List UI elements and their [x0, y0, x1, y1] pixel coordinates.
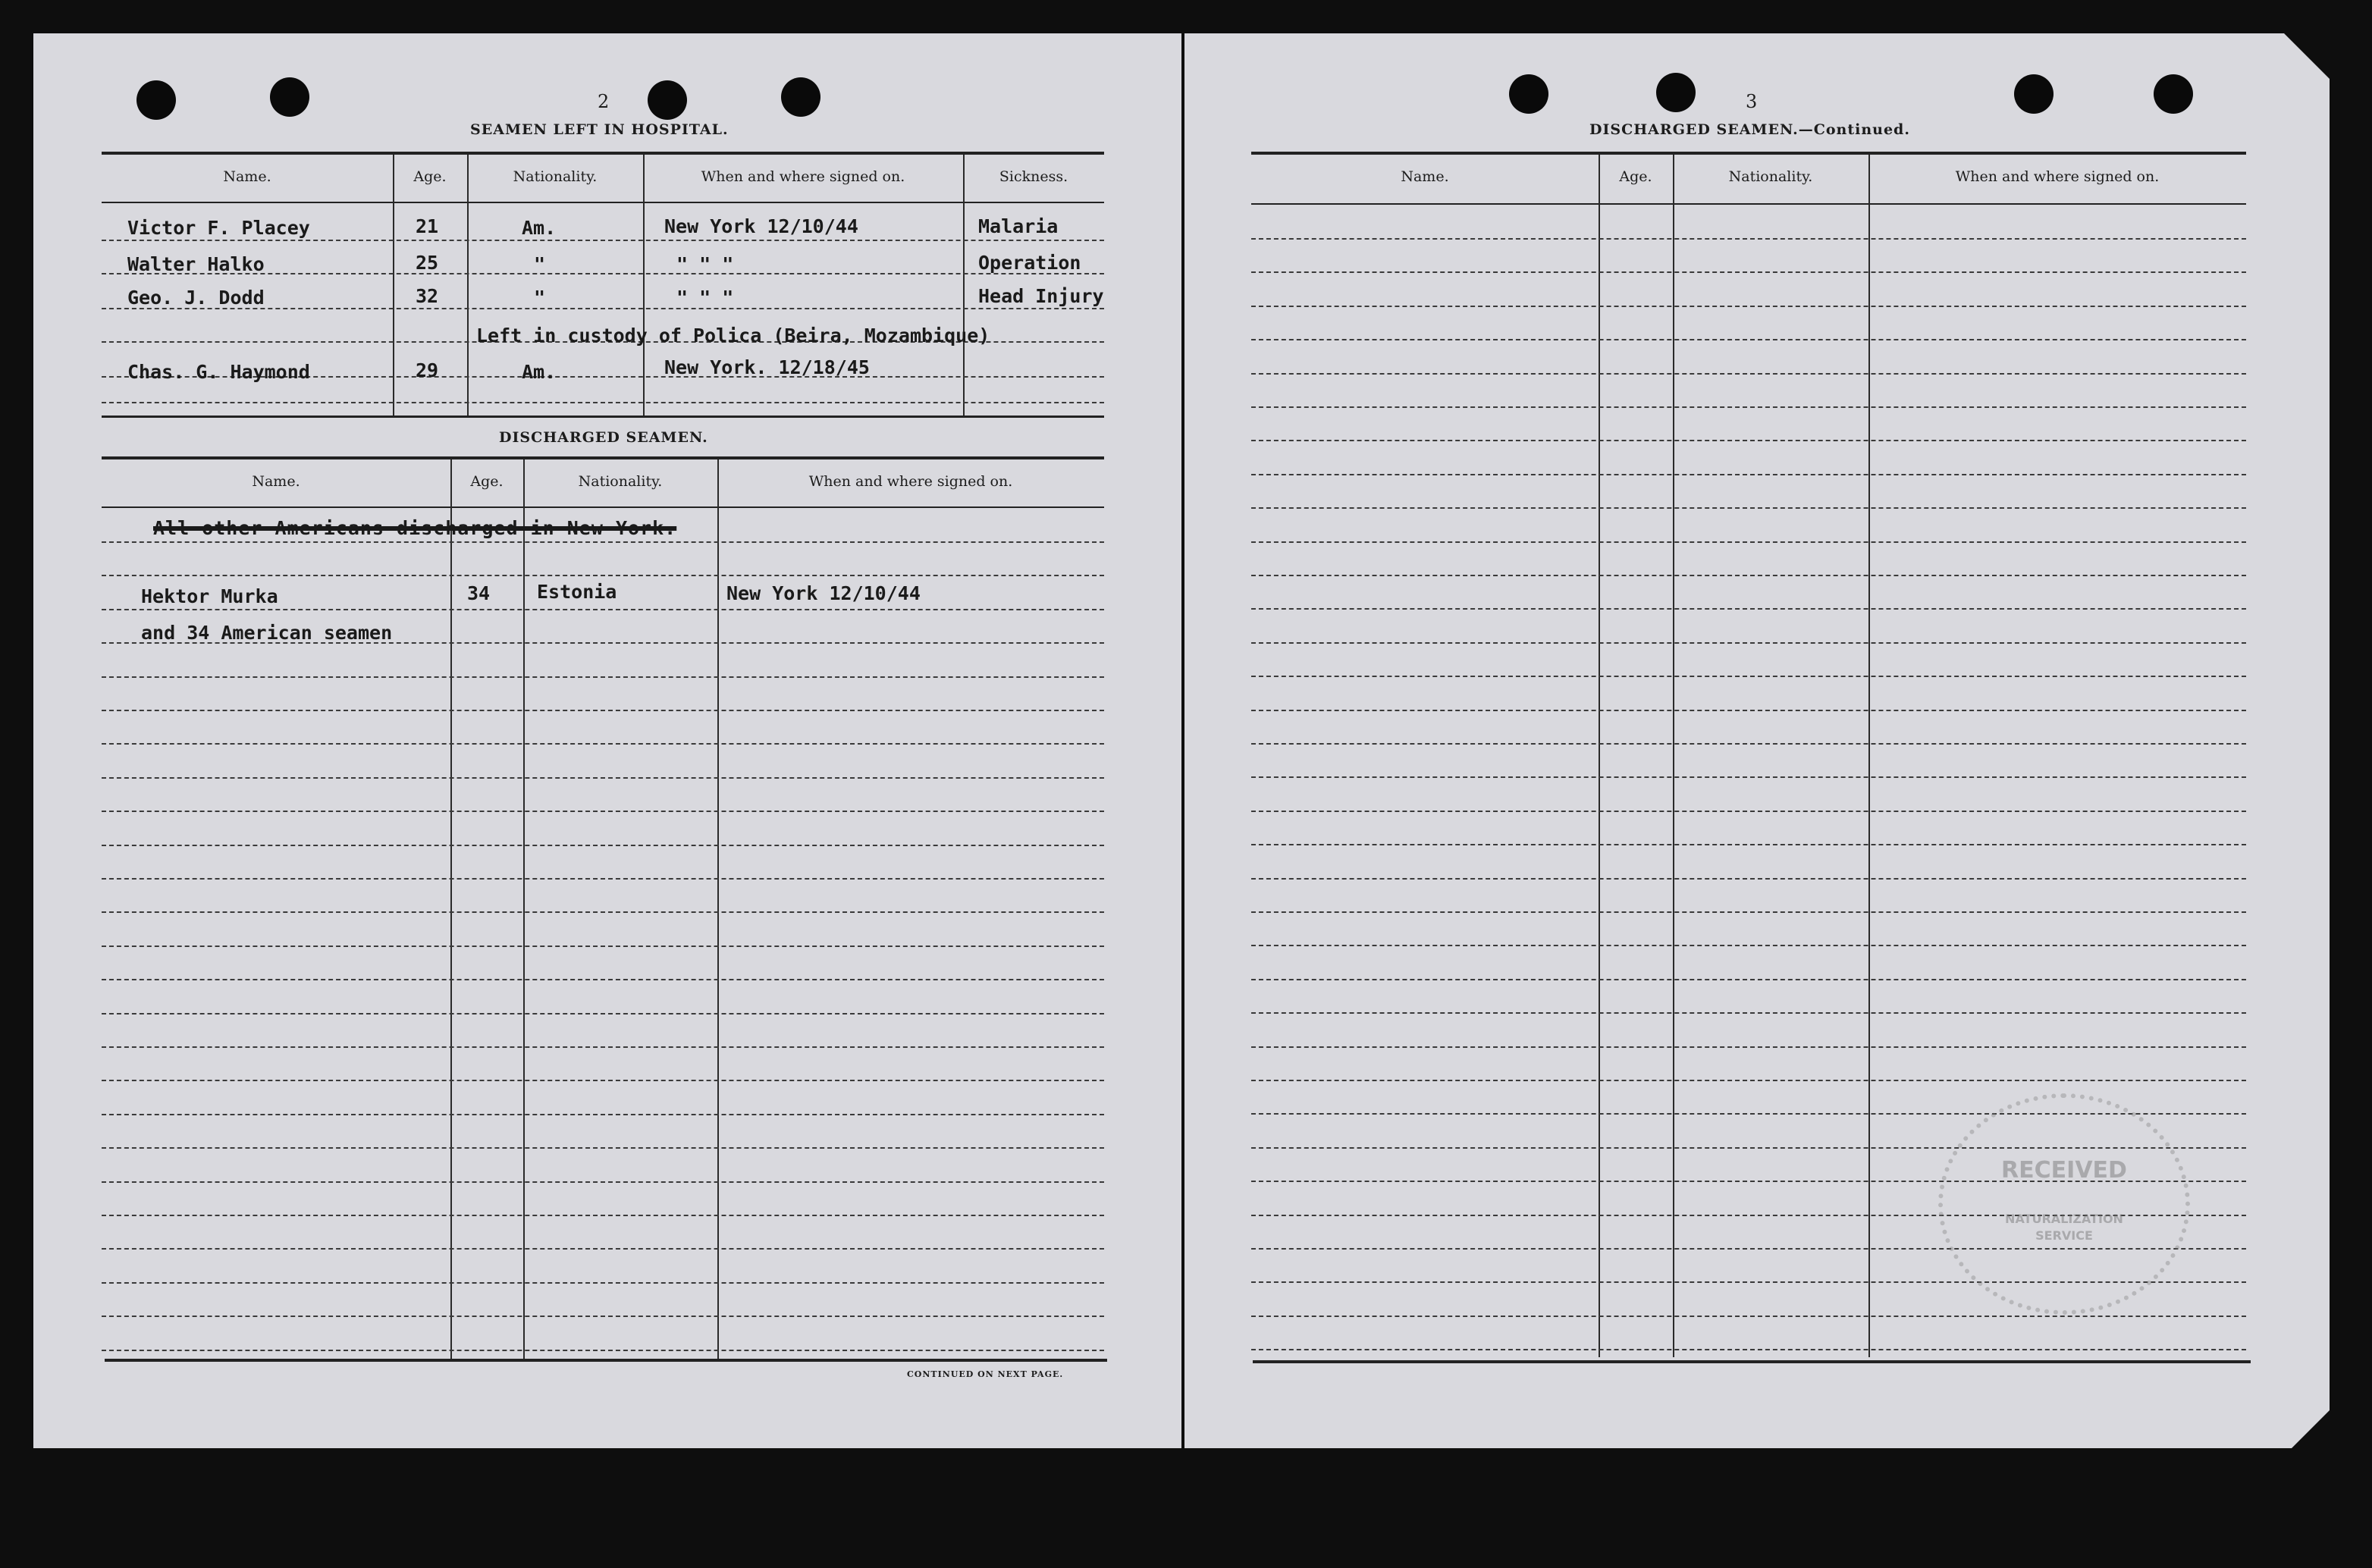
ruled-line — [1251, 575, 2246, 576]
ruled-line — [102, 1350, 1104, 1351]
table-top-rule — [102, 152, 1104, 155]
page-corner — [2284, 33, 2330, 79]
punch-hole — [2014, 74, 2054, 114]
seaman-nationality: Am. — [522, 217, 557, 239]
seaman-sickness: Malaria — [978, 215, 1059, 237]
seaman-signed-on: New York 12/10/44 — [664, 215, 858, 237]
page-number-right: 3 — [1746, 91, 1758, 112]
ruled-line — [1251, 1046, 2246, 1048]
ruled-line — [102, 676, 1104, 678]
punch-hole — [136, 80, 176, 120]
ruled-line — [1251, 642, 2246, 644]
ruled-line — [102, 845, 1104, 846]
ruled-line — [102, 710, 1104, 711]
col-header-nationality: Nationality. — [1728, 168, 1813, 185]
ruled-line — [1251, 1012, 2246, 1014]
ruled-line — [1251, 507, 2246, 509]
ruled-line — [1251, 1316, 2246, 1317]
ruled-line — [1251, 1080, 2246, 1081]
col-header-name: Name. — [1401, 168, 1449, 185]
seaman-sickness: Head Injury — [978, 285, 1104, 307]
ruled-line — [1251, 911, 2246, 913]
ruled-line — [1251, 271, 2246, 273]
ruled-line — [102, 1248, 1104, 1250]
seaman-age: 25 — [416, 252, 439, 274]
seaman-name: Walter Halko — [127, 253, 265, 275]
col-header-signed-on: When and where signed on. — [808, 473, 1013, 490]
ruled-line — [102, 1215, 1104, 1216]
custody-note: Left in custody of Polica (Beira, Mozambique) — [476, 325, 990, 347]
ruled-line — [102, 743, 1104, 745]
ruled-line — [102, 911, 1104, 913]
stamp-line: NATURALIZATION — [2005, 1212, 2123, 1226]
col-header-age: Age. — [1619, 168, 1652, 185]
table-header-rule — [102, 506, 1104, 508]
continued-note: CONTINUED ON NEXT PAGE. — [907, 1369, 1064, 1379]
column-divider — [1599, 155, 1600, 1357]
table-header-rule — [1251, 203, 2246, 205]
discharged-section-title: DISCHARGED SEAMEN. — [499, 429, 708, 446]
ruled-line — [1251, 811, 2246, 812]
ruled-line — [1251, 474, 2246, 475]
seaman-name: Victor F. Placey — [127, 217, 310, 239]
ruled-line — [1251, 339, 2246, 340]
ruled-line — [1251, 676, 2246, 677]
ruled-line — [1251, 710, 2246, 711]
table-bottom-rule — [1253, 1360, 2251, 1363]
ruled-line — [1251, 878, 2246, 880]
ruled-line — [102, 575, 1104, 576]
ruled-line — [1251, 406, 2246, 408]
col-header-age: Age. — [470, 473, 504, 490]
seaman-nationality: Estonia — [537, 581, 617, 603]
column-divider — [450, 459, 452, 1359]
seaman-name: Geo. J. Dodd — [127, 287, 265, 309]
seaman-nationality: " — [534, 253, 546, 275]
column-divider — [523, 459, 525, 1359]
seaman-age: 32 — [416, 285, 439, 307]
ruled-line — [1251, 945, 2246, 946]
ruled-line — [1251, 541, 2246, 543]
punch-hole — [1509, 74, 1548, 114]
seaman-signed-on: New York. 12/18/45 — [664, 356, 870, 378]
ruled-line — [102, 541, 1104, 543]
ruled-line — [102, 946, 1104, 947]
table-header-rule — [102, 202, 1104, 203]
ruled-line — [102, 979, 1104, 980]
ruled-line — [1251, 608, 2246, 610]
ruled-line — [102, 1147, 1104, 1149]
table-top-rule — [1251, 152, 2246, 155]
seaman-signed-on: New York 12/10/44 — [726, 582, 921, 604]
ruled-line — [102, 811, 1104, 812]
ruled-line — [102, 402, 1104, 403]
page-number-left: 2 — [598, 91, 610, 112]
ruled-line — [102, 1181, 1104, 1183]
seaman-name: Hektor Murka — [141, 585, 278, 607]
hospital-section-title: SEAMEN LEFT IN HOSPITAL. — [470, 121, 729, 138]
punch-hole — [781, 77, 820, 117]
ruled-line — [102, 609, 1104, 610]
ruled-line — [102, 1282, 1104, 1284]
col-header-age: Age. — [413, 168, 447, 185]
column-divider — [1868, 155, 1870, 1357]
col-header-sickness: Sickness. — [999, 168, 1068, 185]
punch-hole — [2154, 74, 2193, 114]
ruled-line — [102, 240, 1104, 241]
ruled-line — [1251, 844, 2246, 845]
received-stamp — [1938, 1093, 2190, 1315]
stamp-line: RECEIVED — [2001, 1157, 2127, 1184]
punch-hole — [648, 80, 687, 120]
col-header-nationality: Nationality. — [578, 473, 663, 490]
col-header-name: Name. — [252, 473, 300, 490]
seaman-age: 34 — [467, 582, 491, 604]
column-divider — [1673, 155, 1674, 1357]
col-header-signed-on: When and where signed on. — [701, 168, 905, 185]
col-header-signed-on: When and where signed on. — [1955, 168, 2160, 185]
stamp-line: SERVICE — [2035, 1228, 2093, 1243]
seaman-signed-on: " " " — [676, 287, 734, 309]
ruled-line — [1251, 440, 2246, 441]
ruled-line — [102, 1114, 1104, 1115]
struck-line: All other Americans discharged in New York. — [153, 517, 677, 539]
right-section-title: DISCHARGED SEAMEN.—Continued. — [1589, 121, 1910, 138]
page-corner — [2292, 1410, 2330, 1448]
ruled-line — [102, 1316, 1104, 1317]
seaman-age: 21 — [416, 215, 439, 237]
table-top-rule — [102, 456, 1104, 459]
ruled-line — [102, 878, 1104, 880]
ruled-line — [1251, 373, 2246, 375]
ruled-line — [1251, 1349, 2246, 1350]
seaman-sickness: Operation — [978, 252, 1081, 274]
seaman-name: and 34 American seamen — [141, 622, 393, 644]
punch-hole — [270, 77, 309, 117]
seaman-nationality: Am. — [522, 361, 557, 383]
table-bottom-rule — [102, 416, 1104, 418]
ruled-line — [1251, 743, 2246, 745]
seaman-signed-on: " " " — [676, 253, 734, 275]
seaman-age: 29 — [416, 359, 439, 381]
ruled-line — [102, 1046, 1104, 1048]
seaman-nationality: " — [534, 287, 546, 309]
punch-hole — [1656, 73, 1696, 112]
ruled-line — [102, 777, 1104, 779]
seaman-name: Chas. G. Haymond — [127, 361, 310, 383]
left-page — [33, 33, 1181, 1448]
col-header-nationality: Nationality. — [513, 168, 598, 185]
ruled-line — [1251, 776, 2246, 778]
column-divider — [717, 459, 719, 1359]
table-bottom-rule — [105, 1359, 1107, 1362]
ruled-line — [1251, 979, 2246, 980]
ruled-line — [1251, 238, 2246, 240]
col-header-name: Name. — [223, 168, 271, 185]
ruled-line — [102, 1013, 1104, 1014]
ruled-line — [102, 1080, 1104, 1081]
ruled-line — [1251, 306, 2246, 307]
